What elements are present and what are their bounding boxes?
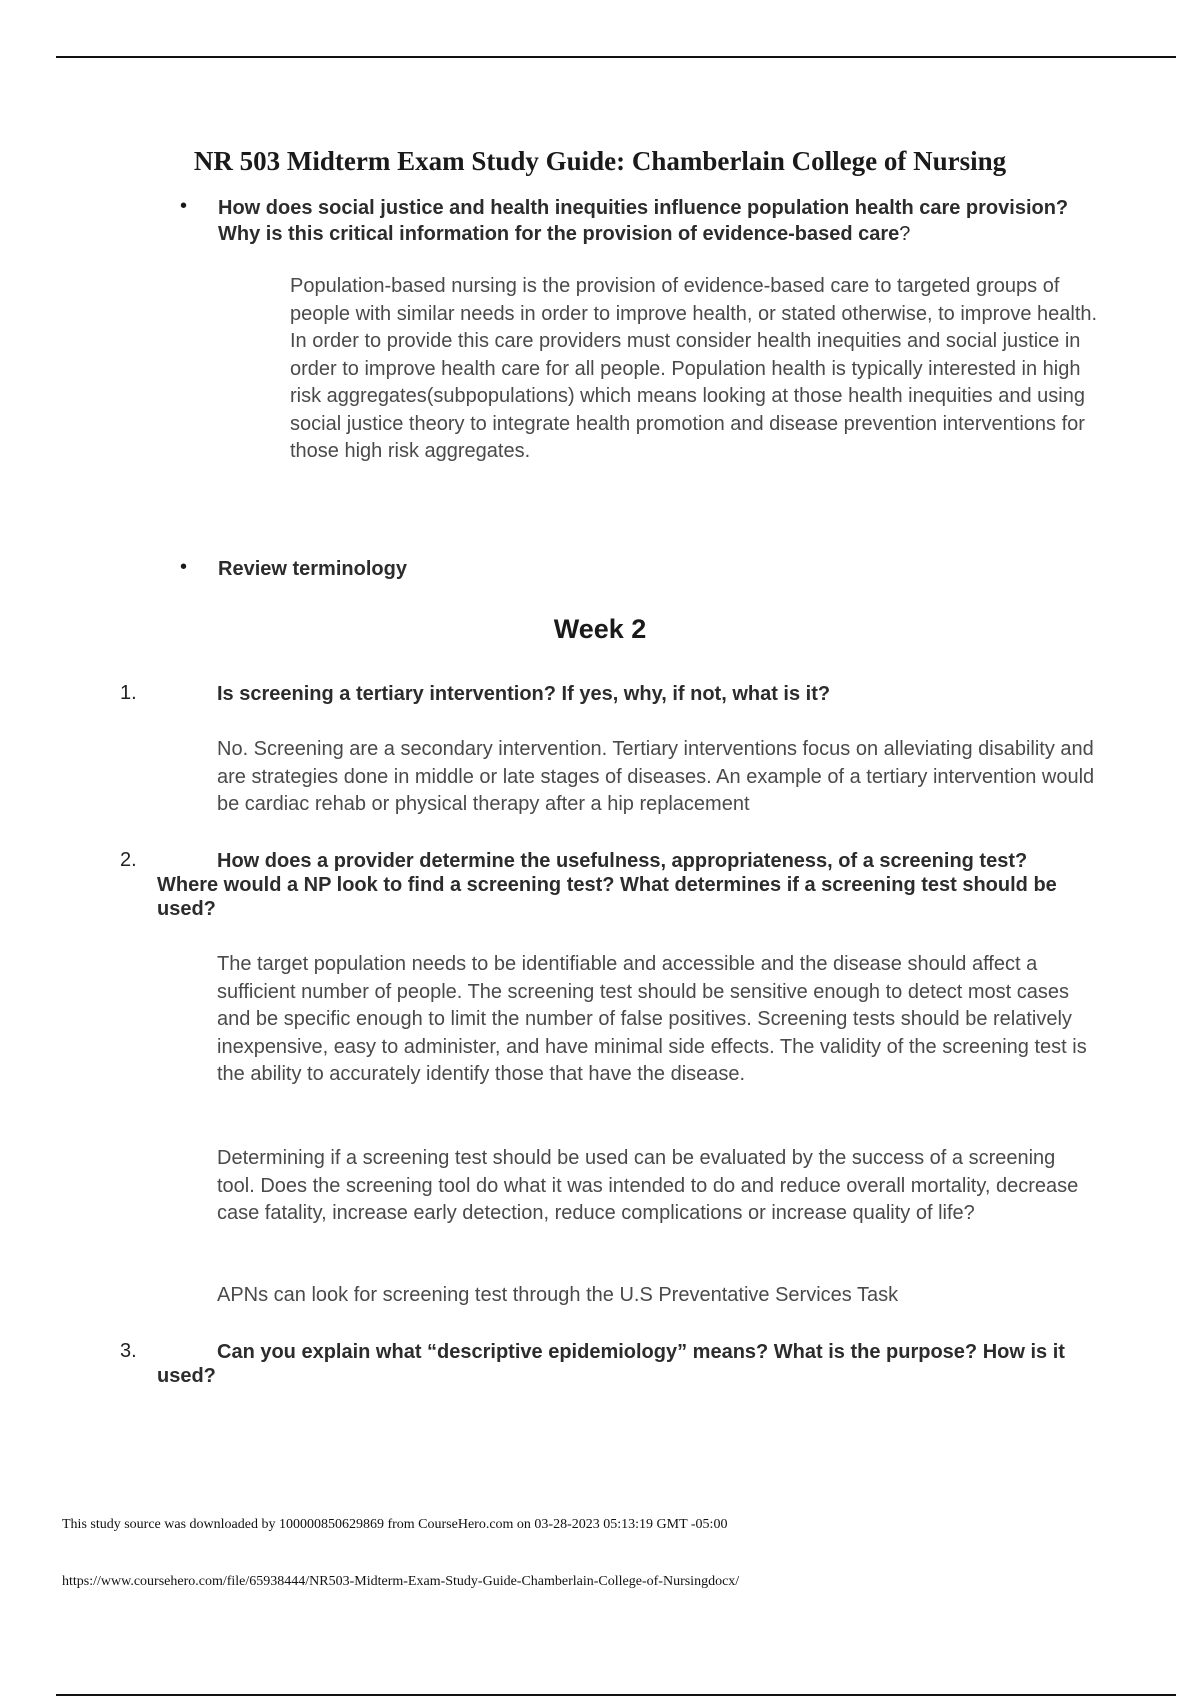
question-number: 2. [120,849,137,871]
week-heading: Week 2 [553,614,647,644]
top-rule [56,56,1176,58]
bullet-icon: • [180,556,188,578]
bullet-question: How does social justice and health inequities influence population health care provision? Why is this critical information for the provision of evidence-based care? [218,197,1069,245]
answer-paragraph: Population-based nursing is the provision of evidence-based care to targeted groups of people with similar needs in order to improve health, or stated otherwise, to improve health. In order to provide this care providers must consider health inequities and social justice in order to improve health care for all people. Population health is typically interested in high risk aggregates(subpopulations) which means looking at those health inequities and using social justice theory to integrate health promotion and disease prevention interventions for those high risk aggregates. [290,275,1098,462]
question-text: Can you explain what “descriptive epidemiology” means? What is the purpose? How is it used? [157,1341,1065,1387]
question-text: Is screening a tertiary intervention? If yes, why, if not, what is it? [217,683,831,705]
bullet-item-terminology [180,556,1080,582]
source-url[interactable]: https://www.coursehero.com/file/65938444/NR503-Midterm-Exam-Study-Guide-Chamberlain-College-of-Nursingdocx/ [62,1574,740,1589]
bullet-item-social-justice [180,195,1080,247]
bottom-rule [56,1694,1176,1696]
answer-paragraph: APNs can look for screening test through the U.S Preventative Services Task [217,1284,899,1306]
question-text: How does a provider determine the usefulness, appropriateness, of a screening test? Where would a NP look to find a screening test? What determines if a screening test should be used? [157,850,1057,920]
answer-paragraph: Determining if a screening test should be used can be evaluated by the success of a screening tool. Does the screening tool do what it was intended to do and reduce overall mortality, decrease case fatality, increase early detection, reduce complications or increase quality of life? [217,1147,1079,1224]
answer-paragraph: The target population needs to be identifiable and accessible and the disease should affect a sufficient number of people. The screening test should be sensitive enough to detect most cases and be specific enough to limit the number of false positives. Screening tests should be relatively inexpensive, easy to administer, and have minimal side effects. The validity of the screening test is the ability to accurately identify those that have the disease. [217,953,1087,1085]
document-title: NR 503 Midterm Exam Study Guide: Chamberlain College of Nursing [193,146,1007,176]
question-number: 3. [120,1340,137,1362]
bullet-label: Review terminology [218,558,407,580]
download-note: This study source was downloaded by 100000850629869 from CourseHero.com on 03-28-2023 05:13:19 GMT -05:00 [62,1517,728,1532]
answer-paragraph: No. Screening are a secondary intervention. Tertiary interventions focus on alleviating disability and are strategies done in middle or late stages of diseases. An example of a tertiary intervention would be cardiac rehab or physical therapy after a hip replacement [217,738,1095,815]
bullet-icon: • [180,195,188,217]
question-number: 1. [120,682,137,704]
